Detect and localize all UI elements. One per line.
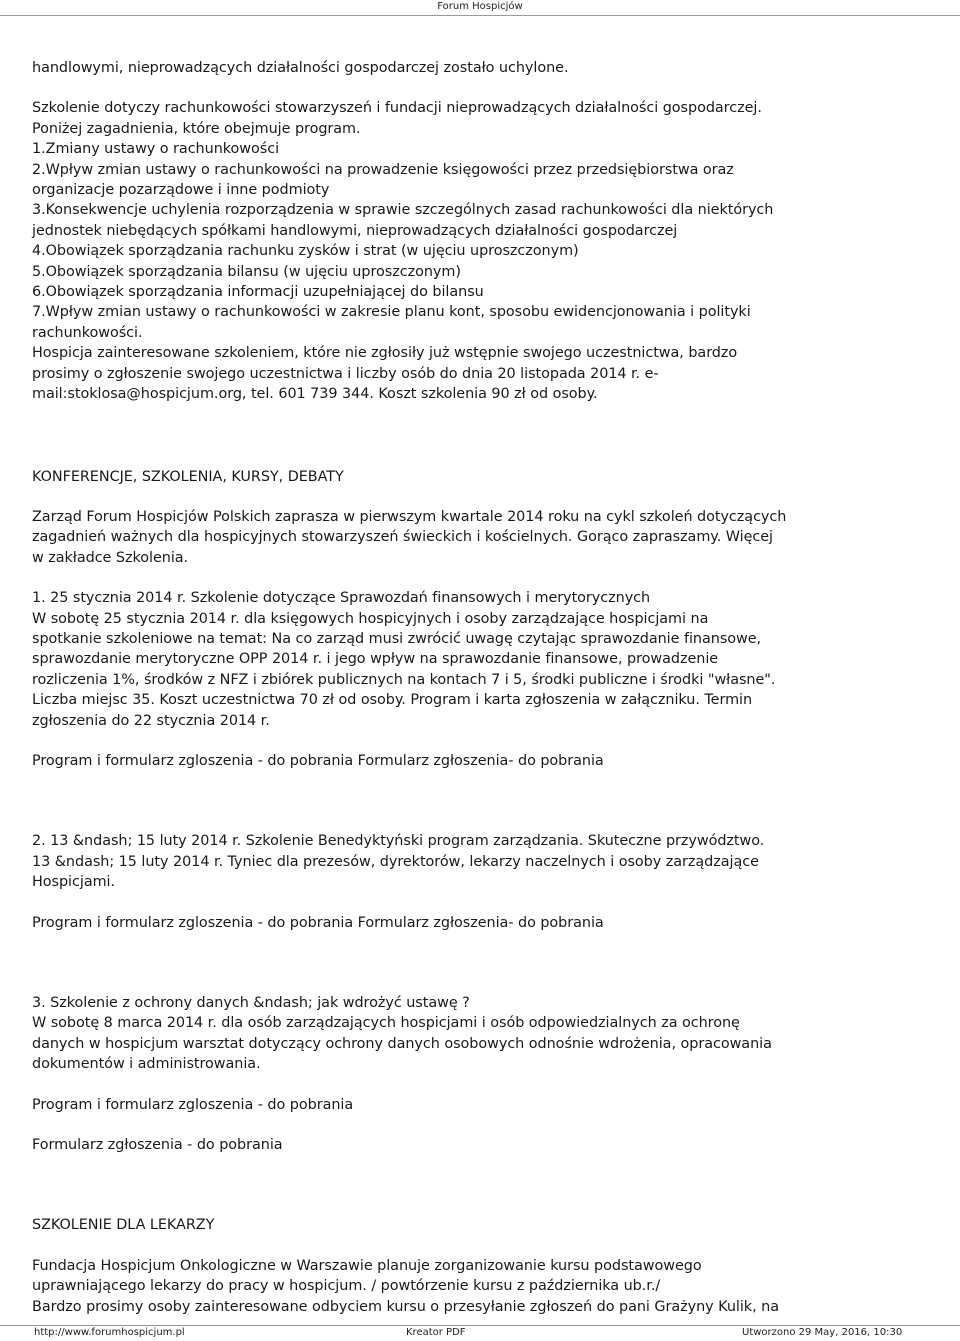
document-body [32, 58, 932, 1317]
text-line: handlowymi, nieprowadzących działalności gospodarczej zostało uchylone. [32, 60, 569, 76]
text-line: zagadnień ważnych dla hospicyjnych stowarzyszeń świeckich i kościelnych. Gorąco zapraszamy. Więcej [32, 529, 773, 546]
text-line: w zakładce Szkolenia. [32, 549, 189, 566]
text-line: Poniżej zagadnienia, które obejmuje program. [32, 120, 361, 137]
download-link-form-3 [32, 1135, 932, 1155]
text-line: 3.Konsekwencje uchylenia rozporządzenia w sprawie szczególnych zasad rachunkowości dla niektórych [32, 202, 774, 219]
download-links-1 [32, 751, 932, 771]
text-line: 3. Szkolenie z ochrony danych &ndash; jak wdrożyć ustawę ? [32, 995, 470, 1011]
text-line: dokumentów i administrowania. [32, 1056, 261, 1073]
text-line: 2.Wpływ zmian ustawy o rachunkowości na prowadzenie księgowości przez przedsiębiorstwa oraz [32, 161, 734, 178]
download-link[interactable]: Formularz zgłoszenia - do pobrania [32, 1137, 283, 1154]
text-line: prosimy o zgłoszenie swojego uczestnictwa i liczby osób do dnia 20 listopada 2014 r. e- [32, 365, 659, 382]
text-line: Szkolenie dotyczy rachunkowości stowarzyszeń i fundacji nieprowadzących działalności gospodarczej. [32, 100, 762, 117]
text-line: Fundacja Hospicjum Onkologiczne w Warszawie planuje zorganizowanie kursu podstawowego [32, 1257, 702, 1274]
footer-created-date: Utworzono 29 May, 2016, 10:30 [742, 1327, 903, 1338]
text-line: rozliczenia 1%, środków z NFZ i zbiórek publicznych na kontach 7 i 5, środki publiczne i środki "własne". [32, 671, 776, 688]
text-line: zgłoszenia do 22 stycznia 2014 r. [32, 712, 270, 729]
text-line: 13 &ndash; 15 luty 2014 r. Tyniec dla prezesów, dyrektorów, lekarzy naczelnych i osoby zarządzające [32, 853, 759, 870]
text-line: danych w hospicjum warsztat dotyczący ochrony danych osobowych odnośnie wdrożenia, opracowania [32, 1035, 772, 1052]
text-line: spotkanie szkoleniowe na temat: Na co zarząd musi zwrócić uwagę czytając sprawozdanie finansowe, [32, 630, 762, 647]
footer-divider [0, 1325, 960, 1326]
text-line: Hospicjami. [32, 874, 116, 891]
text-line: W sobotę 8 marca 2014 r. dla osób zarządzających hospicjami i osób odpowiedzialnych za ochronę [32, 1015, 740, 1032]
paragraph-doctors-course [32, 1256, 932, 1317]
text-line: sprawozdanie merytoryczne OPP 2014 r. i jego wpływ na sprawozdanie finansowe, prowadzenie [32, 651, 719, 668]
download-links-2 [32, 913, 932, 933]
text-line: Liczba miejsc 35. Koszt uczestnictwa 70 zł od osoby. Program i karta zgłoszenia w załączniku. Termin [32, 692, 753, 709]
header-divider [0, 15, 960, 16]
download-link-program-3 [32, 1095, 932, 1115]
text-line: 7.Wpływ zmian ustawy o rachunkowości w zakresie planu kont, sposobu ewidencjonowania i polityki [32, 304, 751, 321]
text-line: 5.Obowiązek sporządzania bilansu (w ujęciu uproszczonym) [32, 263, 461, 280]
section-heading-lekarze [32, 1215, 932, 1235]
text-line: 1.Zmiany ustawy o rachunkowości [32, 141, 280, 158]
paragraph-training-2 [32, 831, 932, 892]
text-line: Bardzo prosimy osoby zainteresowane odbyciem kursu o przesyłanie zgłoszeń do pani Grażyny Kulik, na [32, 1298, 779, 1315]
paragraph-zarzad-invite [32, 507, 932, 568]
download-links-line[interactable]: Program i formularz zgloszenia - do pobrania Formularz zgłoszenia- do pobrania [32, 914, 604, 931]
section-heading-konferencje [32, 467, 932, 487]
text-line: W sobotę 25 stycznia 2014 r. dla księgowych hospicyjnych i osoby zarządzające hospicjami na [32, 610, 709, 627]
text-line: 6.Obowiązek sporządzania informacji uzupełniającej do bilansu [32, 284, 484, 301]
text-line: 2. 13 &ndash; 15 luty 2014 r. Szkolenie Benedyktyński program zarządzania. Skuteczne przywództwo. [32, 833, 765, 850]
text-line: mail:stoklosa@hospicjum.org, tel. 601 739 344. Koszt szkolenia 90 zł od osoby. [32, 386, 598, 403]
page-header-title: Forum Hospicjów [437, 1, 523, 12]
text-line: Zarząd Forum Hospicjów Polskich zaprasza w pierwszym kwartale 2014 roku na cykl szkoleń dotyczących [32, 508, 787, 525]
text-line: uprawniającego lekarzy do pracy w hospicjum. / powtórzenie kursu z października ub.r./ [32, 1278, 661, 1295]
paragraph-training-1 [32, 588, 932, 731]
paragraph-training-3 [32, 993, 932, 1075]
footer-url[interactable]: http://www.forumhospicjum.pl [34, 1327, 185, 1338]
text-line: 4.Obowiązek sporządzania rachunku zysków i strat (w ujęciu uproszczonym) [32, 243, 579, 260]
text-line: organizacje pozarządowe i inne podmioty [32, 182, 330, 199]
text-line: jednostek niebędących spółkami handlowymi, nieprowadzących działalności gospodarczej [32, 222, 678, 239]
paragraph-accounting-training [32, 98, 932, 404]
page-footer [0, 1327, 960, 1341]
text-line: 1. 25 stycznia 2014 r. Szkolenie dotyczące Sprawozdań finansowych i merytorycznych [32, 590, 651, 607]
section-heading: SZKOLENIE DLA LEKARZY [32, 1217, 215, 1234]
footer-generator: Kreator PDF [406, 1327, 466, 1338]
download-links-line[interactable]: Program i formularz zgloszenia - do pobrania Formularz zgłoszenia- do pobrania [32, 752, 604, 769]
section-heading: KONFERENCJE, SZKOLENIA, KURSY, DEBATY [32, 468, 344, 485]
text-line: rachunkowości. [32, 324, 143, 341]
paragraph-intro-end [32, 58, 932, 78]
text-line: Hospicja zainteresowane szkoleniem, które nie zgłosiły już wstępnie swojego uczestnictwa, bardzo [32, 345, 738, 362]
download-link[interactable]: Program i formularz zgloszenia - do pobrania [32, 1096, 354, 1113]
